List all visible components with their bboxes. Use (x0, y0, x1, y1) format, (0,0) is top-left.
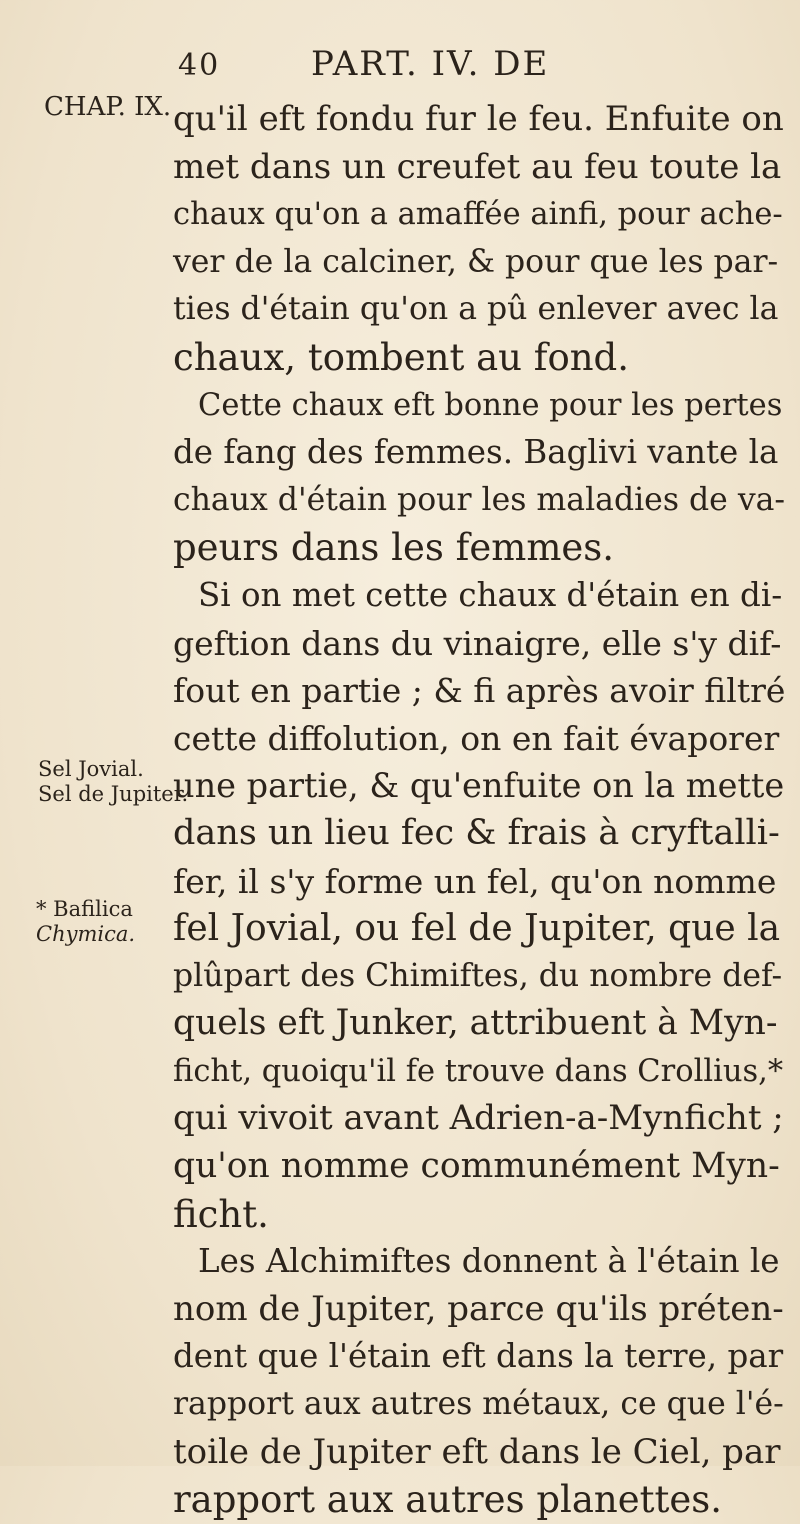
text-line: ver de la calciner, & pour que les par- (173, 243, 779, 280)
text-line: ties d'étain qu'on a pû enlever avec la (173, 291, 779, 328)
text-line: dent que l'étain eft dans la terre, par (173, 1337, 784, 1376)
text-line: qu'il eft fondu fur le feu. Enfuite on (173, 99, 784, 139)
body-text (173, 96, 785, 1524)
text-line: plûpart des Chimiftes, du nombre def- (173, 957, 783, 994)
marginal-note-basilica (36, 897, 135, 947)
text-line: quels eft Junker, attribuent à Myn- (173, 1003, 778, 1044)
text-line: fer, il s'y forme un fel, qu'on nomme (173, 861, 777, 901)
text-line: ficht, quoiqu'il fe trouve dans Crollius,* (173, 1053, 784, 1089)
text-line: ficht. (173, 1192, 269, 1236)
text-line: met dans un creufet au feu toute la (173, 146, 782, 187)
marginal-note-line: * Bafilica (36, 897, 133, 921)
marginal-note-sel-jovial (38, 757, 188, 807)
text-line: toile de Jupiter eft dans le Ciel, par (173, 1431, 781, 1472)
text-line: une partie, & qu'enfuite on la mette (173, 766, 785, 806)
text-line: Si on met cette chaux d'étain en di- (198, 575, 783, 614)
marginal-note-line: Sel Jovial. (38, 757, 144, 781)
marginal-note-line: Chymica. (36, 922, 136, 946)
text-line: dans un lieu fec & frais à cryftalli- (173, 812, 780, 853)
page-number: 40 (178, 48, 221, 83)
text-line: nom de Jupiter, parce qu'ils préten- (173, 1288, 784, 1329)
text-line: cette diffolution, on en fait évaporer (173, 718, 780, 758)
text-line: geftion dans du vinaigre, elle s'y dif- (173, 623, 782, 663)
chapter-marginal: CHAP. IX. (44, 92, 172, 122)
text-line: qui vivoit avant Adrien-a-Mynficht ; (173, 1098, 784, 1139)
text-line: fel Jovial, ou fel de Jupiter, que la (173, 908, 781, 950)
text-line: rapport aux autres métaux, ce que l'é- (173, 1386, 784, 1423)
text-line: Cette chaux eft bonne pour les pertes (198, 387, 783, 423)
text-line: chaux qu'on a amaffée ainfi, pour ache- (173, 197, 783, 233)
text-line: chaux d'étain pour les maladies de va- (173, 481, 786, 518)
text-line: fout en partie ; & fi après avoir filtré (173, 671, 786, 711)
text-line: rapport aux autres planettes. (173, 1478, 723, 1522)
marginal-note-line: Sel de Jupiter. (38, 782, 189, 806)
text-line: Les Alchimiftes donnent à l'étain le (198, 1242, 780, 1281)
running-header (178, 44, 549, 84)
text-line: de fang des femmes. Baglivi vante la (173, 433, 779, 472)
text-line: peurs dans les femmes. (173, 526, 615, 570)
text-line: qu'on nomme communément Myn- (173, 1146, 780, 1187)
running-title: PART. IV. DE (311, 44, 550, 84)
text-line: chaux, tombent au fond. (173, 335, 629, 379)
